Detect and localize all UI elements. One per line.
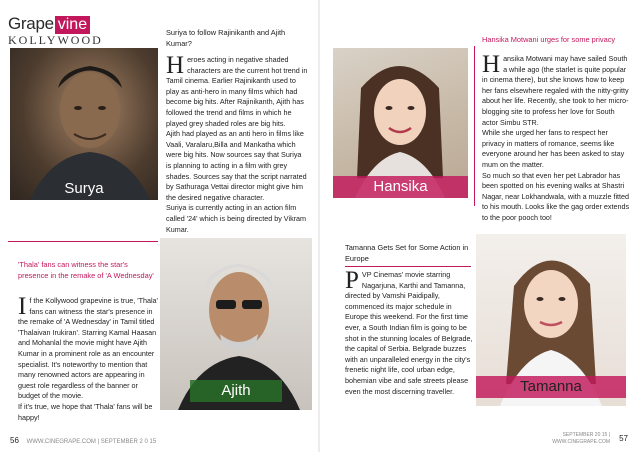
logo-vine-text: vine <box>55 16 90 34</box>
tamanna-photo <box>476 234 626 406</box>
hansika-headline: Hansika Motwani urges for some privacy <box>482 35 616 44</box>
footer-right-line2: WWW.CINEGRAPE.COM <box>552 439 610 445</box>
hansika-label: Hansika <box>333 176 468 198</box>
hansika-divider <box>474 46 475 206</box>
ajith-article <box>18 293 158 423</box>
surya-body-para: Ajith had played as an anti hero in films like Vaali, Varalaru,Billa and Mankatha which were big hits. Now sources say that Suriya is planning to acting in a film with grey shades. Sources say that the script narrated by Sathuraga Vettai director might give him the desired negative character. <box>166 129 307 202</box>
surya-photo <box>10 48 158 200</box>
footer-left-text: WWW.CINEGRAPE.COM | SEPTEMBER 2 0 15 <box>26 439 157 445</box>
page-gutter <box>318 0 320 452</box>
hansika-body-first: ansika Motwani may have sailed South a while ago (the starlet is quite popular in cinema there), but she knows how to keep her fans elsewhere regaled with the nitty-gritty about her life. Recently, she took to her micro-blogging site to profess her love for South actor Simbu STR. <box>482 54 629 127</box>
page-number-left: 56 <box>10 436 19 445</box>
page-number-right: 57 <box>619 434 628 443</box>
surya-body-first: eroes acting in negative shaded characters are the current hot trend in Tamil cinema. Earlier Rajinikanth used to play as anti-hero in many films which had become big hits. After Rajinikanth, Ajith has followed the trend and films in which he played grey shaded roles are big hits. <box>166 55 308 128</box>
tamanna-dropcap: P <box>345 267 359 294</box>
logo-grape-text: Grape <box>8 14 54 33</box>
logo-kollywood-text: KOLLYWOOD <box>8 33 103 47</box>
footer-left <box>10 436 156 445</box>
hansika-body-para: So much so that even her pet Labrador has been spotted on his evening walks at Shastri Nagar, near Lokhandwala, with a muzzle fitted to his mouth. Looks like the gag order extends to the poor pooch too! <box>482 170 630 222</box>
tamanna-article <box>345 267 473 397</box>
grapevine-logo <box>8 14 103 48</box>
ajith-rule <box>8 241 158 242</box>
footer-right-line1: SEPTEMBER 20 15 | <box>562 432 610 438</box>
ajith-photo <box>160 238 312 410</box>
ajith-dropcap: I <box>18 293 27 320</box>
hansika-dropcap: H <box>482 51 501 78</box>
surya-body-para: Suriya is currently acting in an action film called '24' which is being directed by Vikram Kumar. <box>166 203 307 234</box>
tamanna-label: Tamanna <box>476 376 626 398</box>
tamanna-body-first: VP Cinemas' movie starring Nagarjuna, Karthi and Tamanna, directed by Vamshi Paidipally, commenced its major schedule in Europe this weekend. For the first time ever, a South Indian film is going to be shot in the stunning locales of Belgrade, the capital of Serbia. Belgrade buzzes with an unparalleled energy in the city's frenetic night life, cool urban edge, bohemian vibe and safe streets please even the most discerning traveller. <box>345 270 473 396</box>
surya-article <box>166 52 308 235</box>
surya-headline: Suriya to follow Rajinikanth and Ajith Kumar? <box>166 28 286 48</box>
hansika-article <box>482 51 630 224</box>
tamanna-rule <box>345 266 471 267</box>
footer-right <box>552 432 628 446</box>
ajith-body-para: If it's true, we hope that 'Thala' fans will be happy! <box>18 401 153 422</box>
surya-dropcap: H <box>166 52 185 79</box>
ajith-body-first: f the Kollywood grapevine is true, 'Thala' fans can witness the star's presence in the remake of 'A Wednesday' in Tamil titled 'Thalaivan Irukiran'. Starring Kamal Haasan and Mohanlal the movie might have Ajith Kumar in a prominent role as an encounter specialist. It's noteworthy to mention that many renowned actors are appearing in guest role regardless of the banner or budget of the movie. <box>18 296 158 401</box>
hansika-photo <box>333 48 468 198</box>
surya-label: Surya <box>64 180 104 197</box>
ajith-label: Ajith <box>190 380 282 402</box>
ajith-headline: 'Thala' fans can witness the star's presence in the remake of 'A Wednesday' <box>18 260 154 280</box>
tamanna-headline: Tamanna Gets Set for Some Action in Europe <box>345 243 469 263</box>
hansika-body-para: While she urged her fans to respect her privacy in matters of romance, seems like everyone around her has been asked to stay mum on the matter. <box>482 128 625 169</box>
